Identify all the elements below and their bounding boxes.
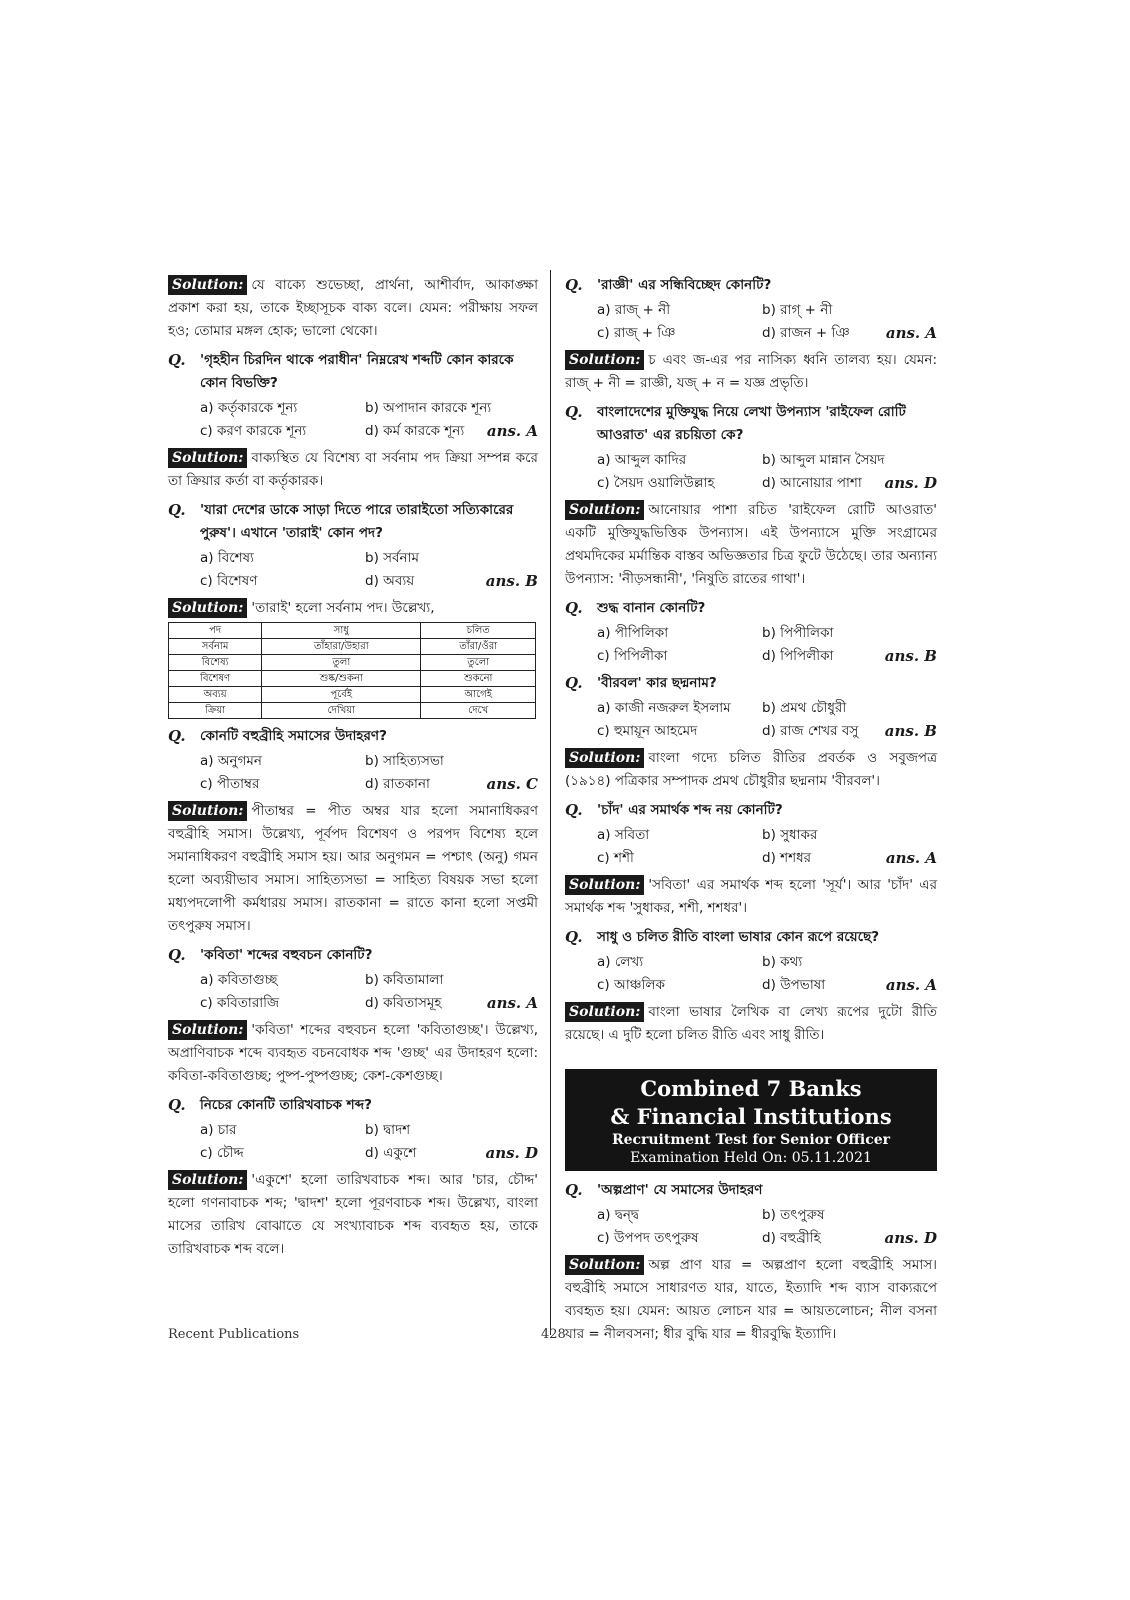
solution-block [168,597,538,620]
option-c: c) উপপদ তৎপুরুষ [597,1230,699,1246]
question-text: 'রাজ্ঞী' এর সন্ধিবিচ্ছেদ কোনটি? [597,277,772,293]
option-c: c) করণ কারকে শূন্য [200,423,307,439]
table-cell: সর্বনাম [169,639,262,655]
option-a: a) রাজ্ + নী [597,302,671,318]
question-text: 'অল্পপ্রাণ' যে সমাসের উদাহরণ [597,1182,763,1198]
solution-tag: Solution: [168,275,247,295]
solution-tag: Solution: [168,1020,247,1040]
option-a: a) দ্বন্দ্ব [597,1207,639,1223]
page-number: 428 [541,1327,566,1342]
solution-tag: Solution: [168,1170,247,1190]
question [565,672,937,695]
option-b: b) তৎপুরুষ [762,1207,825,1223]
question [168,349,538,395]
solution-text: পীতাম্বর = পীত অম্বর যার হলো সমানাধিকরণ বহুব্রীহি সমাস। উল্লেখ্য, পূর্বপদ বিশেষণ ও পরপদ বিশেষ্য হলে সমানাধিকরণ বহুব্রীহি সমাস হয়। আর অনুগমন = পশ্চাৎ (অনু) গমন হলো অব্যয়ীভাব সমাস। সাহিত্যসভা = সাহিত্য বিষয়ক সভা হলো মধ্যপদলোপী কর্মধারয় সমাস। রাতকানা = রাতে কানা হলো সপ্তমী তৎপুরুষ সমাস। [168,803,538,934]
answer: ans. D [884,1229,937,1247]
question [168,1094,538,1117]
option-b: b) দ্বাদশ [365,1122,411,1138]
question-text: শুদ্ধ বানান কোনটি? [597,600,706,616]
options [168,750,538,796]
table-cell: বিশেষ্য [169,655,262,671]
banner-test-name: Recruitment Test for Senior Officer [611,1132,891,1148]
question-text: নিচের কোনটি তারিখবাচক শব্দ? [200,1097,372,1113]
options [565,449,937,495]
solution-tag: Solution: [565,1002,644,1022]
answer: ans. C [486,775,538,793]
solution-text: যে বাক্যে শুভেচ্ছা, প্রার্থনা, আশীর্বাদ, আকাঙ্ক্ষা প্রকাশ করা হয়, তাকে ইচ্ছাসূচক বাক্য বলে। যেমন: পরীক্ষায় সফল হও; তোমার মঙ্গল হোক; ভালো থেকো। [168,277,538,339]
option-c: c) কবিতারাজি [200,995,280,1011]
pod-comparison-table [168,622,536,719]
answer: ans. D [485,1144,538,1162]
solution-tag: Solution: [168,448,247,468]
option-d-row [762,974,937,997]
solution-text: বাক্যস্থিত যে বিশেষ্য বা সর্বনাম পদ ক্রিয়া সম্পন্ন করে তা ক্রিয়ার কর্তা বা কর্তৃকারক। [168,450,538,489]
question-text: 'বীরবল' কার ছদ্মনাম? [597,675,717,691]
option-d: d) পিপিলীকা [762,648,834,664]
option-d: d) উপভাষা [762,977,826,993]
option-d-row [365,992,538,1015]
option-b: b) পিপীলিকা [762,625,834,641]
question-marker: Q. [565,801,583,819]
table-cell: আগেই [421,687,536,703]
table-cell: তাঁহারা/উহারা [262,639,421,655]
option-d: d) রাতকানা [365,776,430,792]
table-row [169,687,536,703]
left-column [168,274,538,1267]
solution-block [565,499,937,591]
table-cell: তুলা [262,655,421,671]
solution-text: 'তারাই' হলো সর্বনাম পদ। উল্লেখ্য, [251,600,435,616]
options [565,951,937,997]
options [168,547,538,593]
option-b: b) সুধাকর [762,827,818,843]
option-a: a) সবিতা [597,827,650,843]
option-d: d) আনোয়ার পাশা [762,475,862,491]
question-marker: Q. [565,928,583,946]
table-cell: শুষ্ক/শুকনা [262,671,421,687]
solution-block [168,800,538,938]
question [168,499,538,545]
answer: ans. B [485,572,538,590]
table-cell: পূর্বেই [262,687,421,703]
option-d-row [365,570,538,593]
options [565,1204,937,1250]
option-d-row [762,1227,937,1250]
question-marker: Q. [168,501,186,519]
solution-block [168,1019,538,1088]
table-header-cell: সাধু [262,623,421,639]
solution-tag: Solution: [565,500,644,520]
answer: ans. B [884,722,937,740]
question-marker: Q. [565,674,583,692]
solution-text: বাংলা ভাষার লৈখিক বা লেখ্য রূপের দুটো রীতি রয়েছে। এ দুটি হলো চলিত রীতি এবং সাধু রীতি। [565,1004,937,1043]
option-c: c) চৌদ্দ [200,1145,244,1161]
question-text: 'যারা দেশের ডাকে সাড়া দিতে পারে তারাইতো সত্যিকারের পুরুষ'। এখানে 'তারাই' কোন পদ? [200,502,514,541]
option-c: c) পীতাম্বর [200,776,260,792]
option-b: b) রাগ্ + নী [762,302,833,318]
question-text: সাধু ও চলিত রীতি বাংলা ভাষার কোন রূপে রয়েছে? [597,929,880,945]
solution-text: 'কবিতা' শব্দের বহুবচন হলো 'কবিতাগুচ্ছ'। উল্লেখ্য, অপ্রাণিবাচক শব্দে ব্যবহৃত বচনবোধক শব্দ 'গুচ্ছ' এর উদাহরণ হলো: কবিতা-কবিতাগুচ্ছ; পুষ্প-পুষ্পগুচ্ছ; কেশ-কেশগুচ্ছ। [168,1022,538,1084]
answer: ans. A [885,849,937,867]
solution-text: 'সবিতা' এর সমার্থক শব্দ হলো 'সূর্য'। আর 'চাঁদ' এর সমার্থক শব্দ 'সুধাকর, শশী, শশধর'। [565,877,937,916]
option-a: a) বিশেষ্য [200,550,254,566]
answer: ans. D [884,474,937,492]
question [168,725,538,748]
solution-tag: Solution: [565,1255,644,1275]
question-marker: Q. [168,1096,186,1114]
question-marker: Q. [565,1181,583,1199]
option-a: a) কর্তৃকারকে শূন্য [200,400,298,416]
question-text: 'গৃহহীন চিরদিন থাকে পরাধীন' নিম্নরেখ শব্দটি কোন কারকে কোন বিভক্তি? [200,352,514,391]
table-cell: শুকনো [421,671,536,687]
solution-block [168,1169,538,1261]
banner-exam-date: Examination Held On: 05.11.2021 [630,1150,872,1166]
table-header-cell: পদ [169,623,262,639]
answer: ans. A [885,976,937,994]
option-c: c) শশী [597,850,634,866]
option-a: a) কবিতাগুচ্ছ [200,972,278,988]
solution-tag: Solution: [168,598,247,618]
question [565,597,937,620]
option-d-row [365,773,538,796]
table-cell: বিশেষণ [169,671,262,687]
exam-banner [565,1069,937,1171]
answer: ans. A [885,324,937,342]
solution-block [168,447,538,493]
answer: ans. A [486,994,538,1012]
question-text: 'চাঁদ' এর সমার্থক শব্দ নয় কোনটি? [597,802,783,818]
solution-block [565,1001,937,1047]
solution-block [565,1254,937,1346]
question-marker: Q. [565,403,583,421]
table-header-cell: চলিত [421,623,536,639]
option-a: a) আব্দুল কাদির [597,452,687,468]
question-text: 'কবিতা' শব্দের বহুবচন কোনটি? [200,947,373,963]
table-row [169,671,536,687]
footer-publisher: Recent Publications [168,1327,300,1342]
table-cell: দেখে [421,703,536,719]
option-a: a) পীপিলিকা [597,625,669,641]
table-cell: ক্রিয়া [169,703,262,719]
table-cell: দেখিয়া [262,703,421,719]
option-d: d) বহুব্রীহি [762,1230,821,1246]
question-marker: Q. [168,727,186,745]
option-c: c) আঞ্চলিক [597,977,665,993]
question [565,926,937,949]
option-d: d) রাজ শেখর বসু [762,723,859,739]
solution-tag: Solution: [565,350,644,370]
solution-block [565,747,937,793]
option-b: b) প্রমথ চৌধুরী [762,700,847,716]
table-header-row [169,623,536,639]
options [168,1119,538,1165]
question [168,944,538,967]
solution-text: বাংলা গদ্যে চলিত রীতির প্রবর্তক ও সবুজপত্র (১৯১৪) পত্রিকার সম্পাদক প্রমথ চৌধুরীর ছদ্মনাম 'বীরবল'। [565,750,937,789]
option-d-row [762,472,937,495]
option-a: a) কাজী নজরুল ইসলাম [597,700,731,716]
options [168,397,538,443]
solution-block [168,274,538,343]
option-a: a) লেখ্য [597,954,644,970]
solution-tag: Solution: [168,801,247,821]
solution-text: 'একুশে' হলো তারিখবাচক শব্দ। আর 'চার, চৌদ্দ' হলো গণনাবাচক শব্দ; 'দ্বাদশ' হলো পূরণবাচক শব্দ। উল্লেখ্য, বাংলা মাসের তারিখ বোঝাতে যে সংখ্যাবাচক শব্দ ব্যবহৃত হয়, তাকে তারিখবাচক শব্দ বলে। [168,1172,538,1257]
option-c: c) রাজ্ + ঞি [597,325,676,341]
question-marker: Q. [168,946,186,964]
answer: ans. A [486,422,538,440]
table-row [169,703,536,719]
options [168,969,538,1015]
column-divider [550,270,551,1335]
option-d: d) একুশে [365,1145,417,1161]
option-a: a) চার [200,1122,237,1138]
banner-subtitle: & Financial Institutions [610,1104,892,1129]
question-marker: Q. [565,276,583,294]
option-b: b) আব্দুল মান্নান সৈয়দ [762,452,885,468]
question-text: বাংলাদেশের মুক্তিযুদ্ধ নিয়ে লেখা উপন্যাস 'রাইফেল রোটি আওরাত' এর রচয়িতা কে? [597,404,906,443]
option-b: b) অপাদান কারকে শূন্য [365,400,492,416]
question [565,401,937,447]
option-c: c) সৈয়দ ওয়ালিউল্লাহ [597,475,715,491]
question [565,799,937,822]
option-d: d) কর্ম কারকে শূন্য [365,423,465,439]
option-a: a) অনুগমন [200,753,262,769]
option-b: b) কবিতামালা [365,972,444,988]
question [565,274,937,297]
option-d-row [762,322,937,345]
table-row [169,655,536,671]
options [565,299,937,345]
solution-text: অল্প প্রাণ যার = অল্পপ্রাণ হলো বহুব্রীহি সমাস। বহুব্রীহি সমাসে সাধারণত যার, যাতে, ইত্যাদি শব্দ ব্যাস বাক্যরূপে ব্যবহৃত হয়। যেমন: আয়ত লোচন যার = আয়তলোচন; নীল বসনা যার = নীলবসনা; ধীর বুদ্ধি যার = ধীরবুদ্ধি ইত্যাদি। [565,1257,937,1342]
option-c: c) বিশেষণ [200,573,258,589]
options [565,622,937,668]
question [565,1179,937,1202]
options [565,824,937,870]
option-c: c) পিপিলীকা [597,648,668,664]
solution-block [565,874,937,920]
solution-tag: Solution: [565,748,644,768]
option-d: d) রাজন + ঞি [762,325,850,341]
question-marker: Q. [168,351,186,369]
option-d: d) অব্যয় [365,573,415,589]
answer: ans. B [884,647,937,665]
solution-block [565,349,937,395]
option-d: d) কবিতাসমূহ [365,995,442,1011]
solution-text: চ এবং জ-এর পর নাসিক্য ধ্বনি তালব্য হয়। যেমন: রাজ্ + নী = রাজ্ঞী, যজ্ + ন = যজ্ঞ প্রভৃতি। [565,352,937,391]
options [565,697,937,743]
option-d-row [762,847,937,870]
table-cell: তাঁরা/ওঁরা [421,639,536,655]
table-cell: তুলো [421,655,536,671]
solution-text: আনোয়ার পাশা রচিত 'রাইফেল রোটি আওরাত' একটি মুক্তিযুদ্ধভিত্তিক উপন্যাস। এই উপন্যাসে মুক্তি সংগ্রামের প্রথমদিকের মর্মান্তিক বাস্তব অভিজ্ঞতার চিত্র ফুটে উঠেছে। তার অন্যান্য উপন্যাস: 'নীড়সন্ধানী', 'নিষুতি রাতের গাথা'। [565,502,937,587]
option-d-row [365,420,538,443]
option-b: b) সাহিত্যসভা [365,753,444,769]
table-cell: অব্যয় [169,687,262,703]
option-d-row [365,1142,538,1165]
option-b: b) সর্বনাম [365,550,420,566]
right-column [565,274,937,1352]
option-c: c) হুমায়ূন আহমেদ [597,723,698,739]
question-marker: Q. [565,599,583,617]
option-d: d) শশধর [762,850,812,866]
option-d-row [762,645,937,668]
question-text: কোনটি বহুব্রীহি সমাসের উদাহরণ? [200,728,387,744]
banner-title: Combined 7 Banks [640,1076,862,1101]
option-b: b) কথ্য [762,954,803,970]
table-row [169,639,536,655]
option-d-row [762,720,937,743]
solution-tag: Solution: [565,875,644,895]
